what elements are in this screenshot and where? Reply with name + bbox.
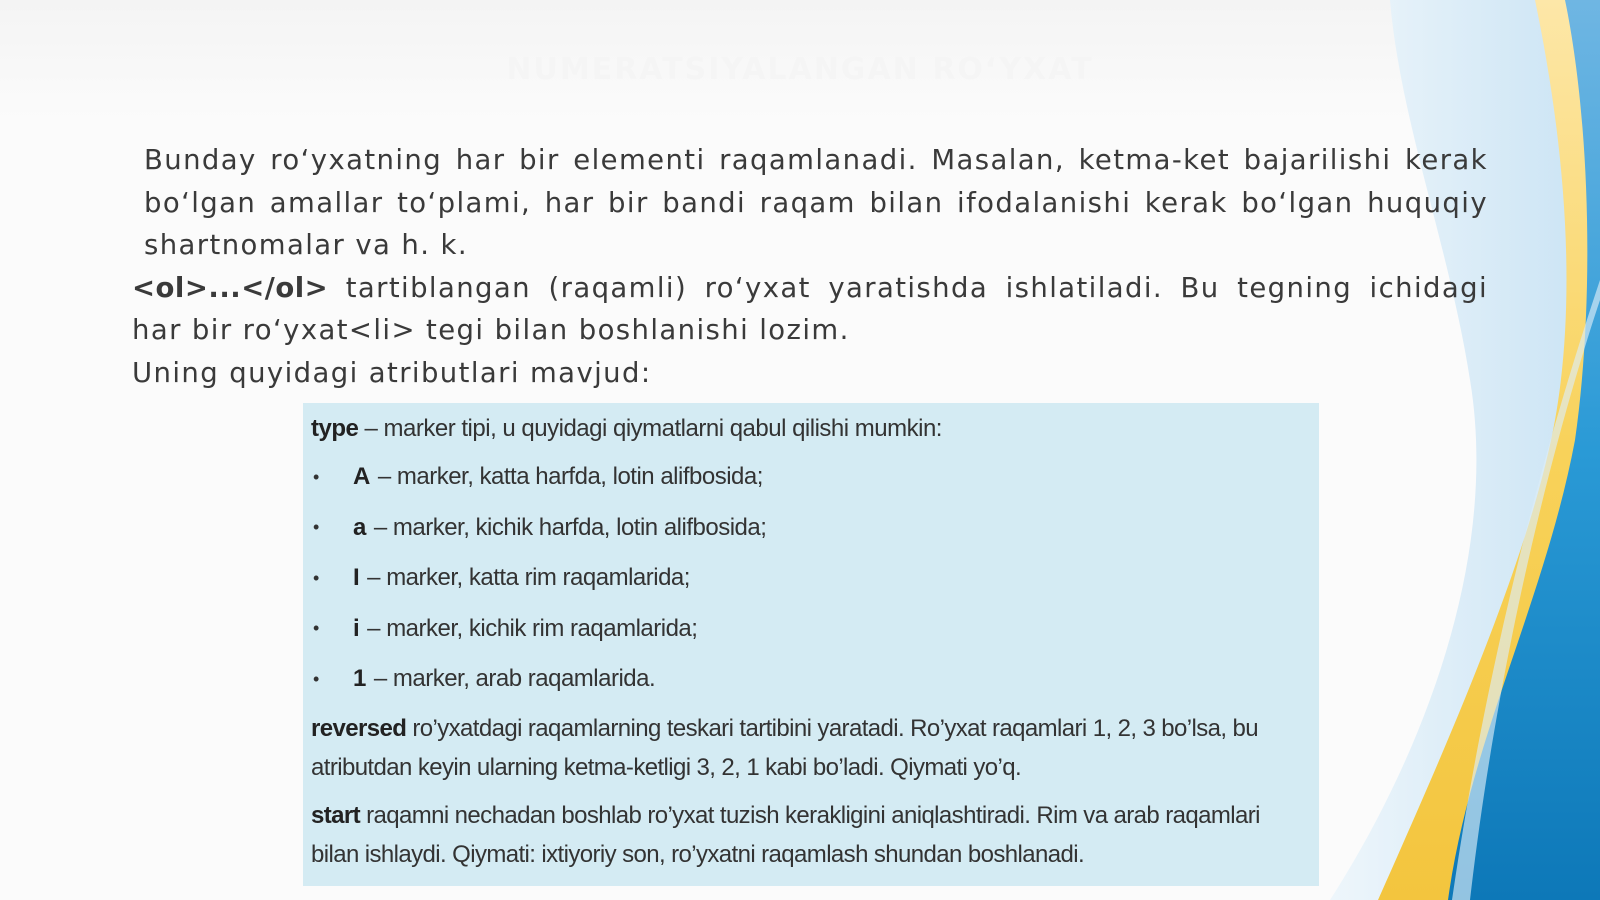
- start-attribute: [311, 796, 1309, 874]
- slide-title: NUMERATSIYALANGAN RO‘YXAT: [506, 52, 1094, 87]
- ol-tag-code: <ol>...</ol>: [132, 271, 329, 304]
- paragraph-ol-tag: [132, 267, 1488, 352]
- marker-key: i: [353, 614, 360, 642]
- type-attribute-key: type: [311, 415, 359, 442]
- marker-key: a: [353, 513, 366, 541]
- body-text: [132, 139, 1488, 394]
- reversed-attribute-key: reversed: [311, 714, 407, 742]
- bullet-icon: •: [313, 618, 319, 639]
- marker-description: – marker, katta harfda, lotin alifbosida;: [377, 463, 763, 491]
- bullet-icon: •: [313, 567, 319, 588]
- list-item: [311, 654, 1309, 705]
- reversed-attribute: [311, 709, 1309, 787]
- marker-description: – marker, kichik rim raqamlarida;: [367, 614, 698, 642]
- list-item: [311, 604, 1309, 655]
- list-item: [311, 553, 1309, 604]
- paragraph-attributes-intro: Uning quyidagi atributlari mavjud:: [132, 356, 652, 389]
- type-attribute-text: – marker tipi, u quyidagi qiymatlarni qabul qilishi mumkin:: [358, 415, 942, 442]
- start-attribute-key: start: [311, 801, 361, 829]
- start-attribute-text: raqamni nechadan boshlab ro’yxat tuzish kerakligini aniqlashtiradi. Rim va arab raqamlari bilan ishlaydi. Qiymati: ixtiyoriy son, ro’yxatni raqamlash shundan boshlanadi.: [311, 801, 1260, 868]
- list-item: [311, 503, 1309, 554]
- marker-key: A: [353, 463, 370, 491]
- paragraph-intro: Bunday ro‘yxatning har bir elementi raqamlanadi. Masalan, ketma-ket bajarilishi kerak bo‘lgan amallar to‘plami, har bir bandi raqam bilan ifodalanishi kerak bo‘lgan huquqiy shartnomalar va h. k.: [144, 144, 1488, 261]
- ol-tag-description: tartiblangan (raqamli) ro‘yxat yaratishda ishlatiladi. Bu tegning ichidagi har bir ro‘yxat<li> tegi bilan boshlanishi lozim.: [132, 271, 1488, 346]
- type-attribute-line: [311, 416, 1309, 442]
- marker-description: – marker, katta rim raqamlarida;: [367, 564, 690, 592]
- marker-type-list: [311, 452, 1309, 705]
- list-item: [311, 452, 1309, 503]
- attributes-box: [303, 403, 1319, 886]
- reversed-attribute-text: ro’yxatdagi raqamlarning teskari tartibini yaratadi. Ro’yxat raqamlari 1, 2, 3 bo’lsa, bu atributdan keyin ularning ketma-ketligi 3, 2, 1 kabi bo’ladi. Qiymati yo’q.: [311, 714, 1259, 781]
- marker-description: – marker, arab raqamlarida.: [373, 665, 656, 693]
- marker-description: – marker, kichik harfda, lotin alifbosida;: [373, 513, 767, 541]
- bullet-icon: •: [313, 668, 319, 689]
- bullet-icon: •: [313, 466, 319, 487]
- bullet-icon: •: [313, 517, 319, 538]
- marker-key: 1: [353, 665, 366, 693]
- marker-key: I: [353, 564, 360, 592]
